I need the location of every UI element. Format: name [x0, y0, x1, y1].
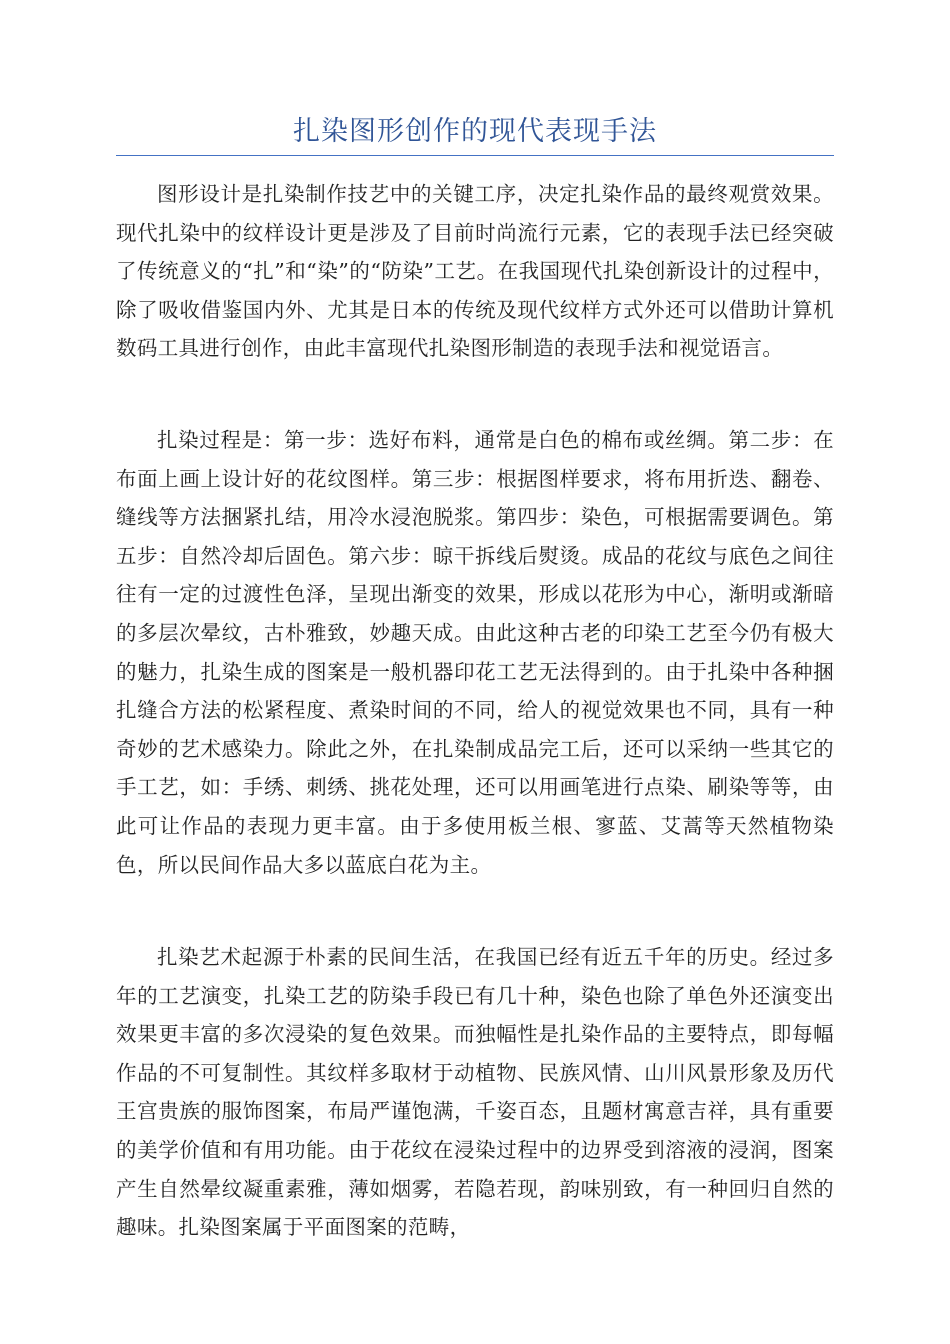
- paragraph-tie-dye-origin: 扎染艺术起源于朴素的民间生活，在我国已经有近五千年的历史。经过多年的工艺演变，扎染工艺的防染手段已有几十种，染色也除了单色外还演变出效果更丰富的多次浸染的复色效果。而独幅性是扎染作品的主要特点，即每幅作品的不可复制性。其纹样多取材于动植物、民族风情、山川风景形象及历代王宫贵族的服饰图案，布局严谨饱满，千姿百态，且题材寓意吉祥，具有重要的美学价值和有用功能。由于花纹在浸染过程中的边界受到溶液的浸润，图案产生自然晕纹凝重素雅，薄如烟雾，若隐若现，韵味别致，有一种回归自然的趣味。扎染图案属于平面图案的范畴，: [116, 945, 834, 1240]
- title-underline: [116, 155, 834, 156]
- document-page: [116, 0, 834, 1344]
- paragraph-tie-dye-process: 扎染过程是：第一步：选好布料，通常是白色的棉布或丝绸。第二步：在布面上画上设计好的花纹图样。第三步：根据图样要求，将布用折迭、翻卷、缝线等方法捆紧扎结，用冷水浸泡脱浆。第四步：染色，可根据需要调色。第五步：自然冷却后固色。第六步：晾干拆线后熨烫。成品的花纹与底色之间往往有一定的过渡性色泽，呈现出渐变的效果，形成以花形为中心，渐明或渐暗的多层次晕纹，古朴雅致，妙趣天成。由此这种古老的印染工艺至今仍有极大的魅力，扎染生成的图案是一般机器印花工艺无法得到的。由于扎染中各种捆扎缝合方法的松紧程度、煮染时间的不同，给人的视觉效果也不同，具有一种奇妙的艺术感染力。除此之外，在扎染制成品完工后，还可以采纳一些其它的手工艺，如：手绣、刺绣、挑花处理，还可以用画笔进行点染、刷染等等，由此可让作品的表现力更丰富。由于多使用板兰根、寥蓝、艾蒿等天然植物染色，所以民间作品大多以蓝底白花为主。: [116, 428, 834, 877]
- paragraph-graphic-design: 图形设计是扎染制作技艺中的关键工序，决定扎染作品的最终观赏效果。现代扎染中的纹样设计更是涉及了目前时尚流行元素，它的表现手法已经突破了传统意义的“扎”和“染”的“防染”工艺。在我国现代扎染创新设计的过程中，除了吸收借鉴国内外、尤其是日本的传统及现代纹样方式外还可以借助计算机数码工具进行创作，由此丰富现代扎染图形制造的表现手法和视觉语言。: [116, 182, 834, 361]
- document-title: 扎染图形创作的现代表现手法: [293, 116, 657, 147]
